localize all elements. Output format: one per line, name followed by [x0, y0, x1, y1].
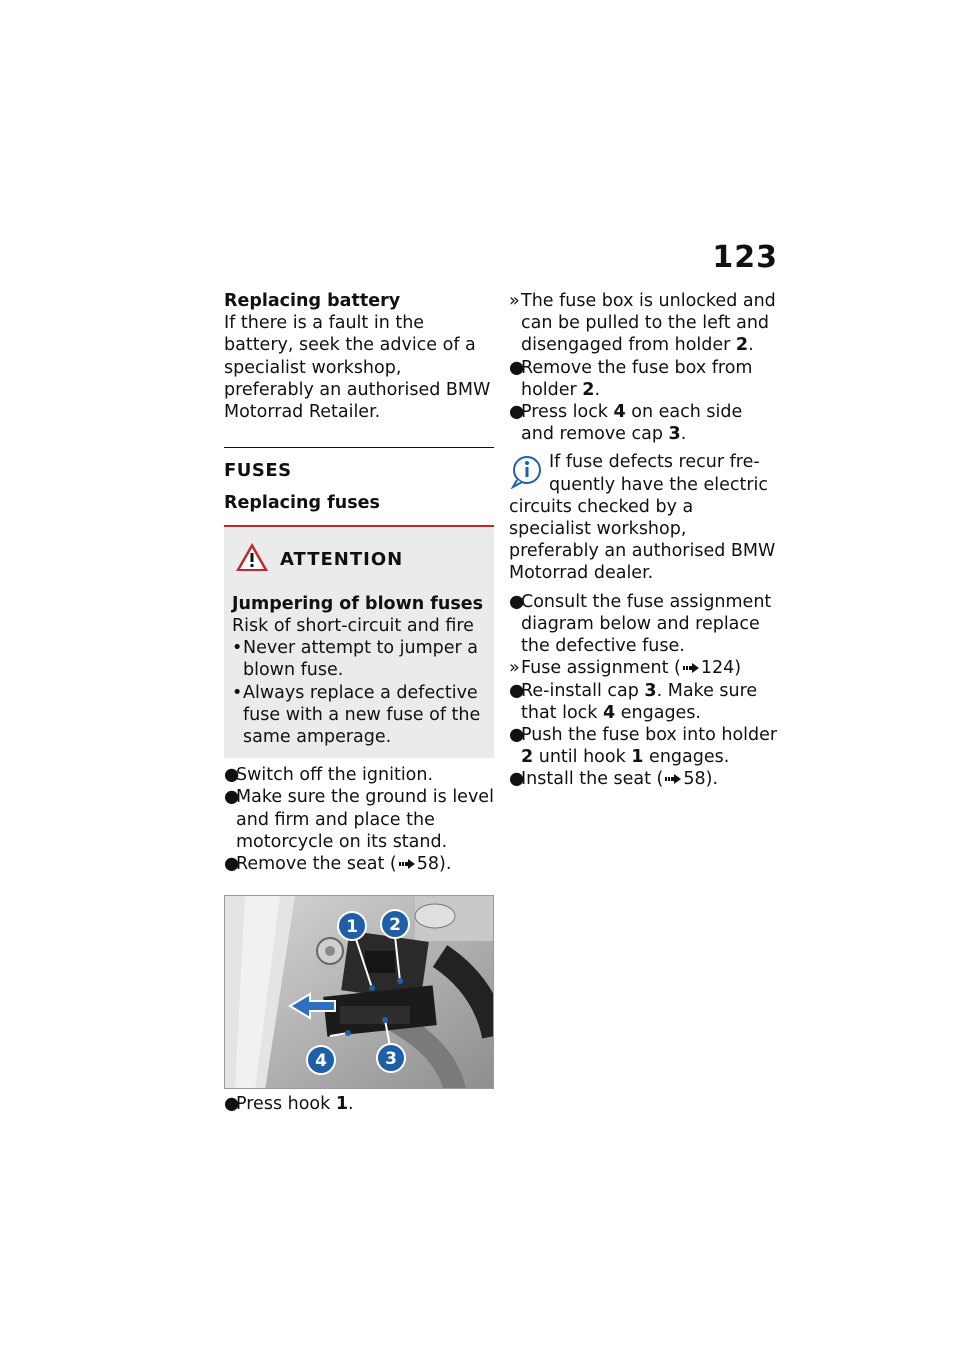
- page-number: 123: [712, 240, 778, 275]
- warning-list: [232, 637, 486, 748]
- page-reference-arrow-icon: [683, 657, 699, 679]
- list-item: ● Press lock 4 on each side and remove cap 3.: [509, 402, 743, 445]
- list-item: ● Consult the fuse assignment diagram below and replace the defective fuse.: [509, 591, 772, 657]
- list-item: ● Push the fuse box into holder 2 until hook 1 engages.: [509, 724, 778, 768]
- right-column: [509, 290, 779, 791]
- list-item: ● Switch off the ignition.: [224, 765, 434, 786]
- page-reference-arrow-icon: [399, 853, 415, 875]
- list-item: ● Re-install cap 3. Make sure that lock 4 engages.: [509, 680, 758, 723]
- callout-4: [307, 1046, 335, 1074]
- fuse-box-photo: [224, 895, 494, 1089]
- left-column: [224, 290, 494, 1116]
- info-icon: [509, 453, 545, 495]
- info-line-1: If fuse defects recur fre-: [549, 452, 760, 473]
- battery-text: If there is a fault in the battery, seek the advice of a specialist workshop, preferably an authorised BMW Motorrad Retailer.: [224, 313, 491, 423]
- callout-2: [381, 910, 409, 938]
- right-steps-b: [509, 591, 779, 791]
- svg-text:3: 3: [385, 1049, 397, 1070]
- warning-header: [234, 541, 486, 579]
- right-steps-a: [509, 290, 779, 445]
- steps-list: [224, 764, 494, 875]
- warning-subtitle: Jumpering of blown fuses: [232, 593, 484, 614]
- info-note: [509, 451, 779, 584]
- list-item: ● Make sure the ground is level and firm and place the motorcycle on its stand.: [224, 787, 494, 852]
- section-title: FUSES: [224, 460, 292, 482]
- info-text: circuits checked by a specialist workshop, preferably an authorised BMW Motorrad dealer.: [509, 496, 776, 584]
- battery-heading: Replacing battery: [224, 291, 401, 311]
- page-reference[interactable]: 124: [700, 658, 735, 679]
- list-item: ● Remove the seat ( 58).: [224, 854, 452, 875]
- page-reference[interactable]: 58: [416, 854, 440, 875]
- list-item: ● Press hook 1.: [224, 1094, 354, 1115]
- svg-text:4: 4: [315, 1051, 327, 1072]
- page-reference-arrow-icon: [665, 768, 681, 790]
- section-divider: [224, 447, 494, 448]
- warning-title: ATTENTION: [280, 548, 404, 570]
- warning-risk: Risk of short-circuit and fire: [232, 616, 474, 637]
- list-item: • Always replace a defective fuse with a new fuse of the same amperage.: [232, 682, 481, 748]
- svg-text:1: 1: [346, 917, 358, 938]
- callout-1: [338, 912, 366, 940]
- list-item: • Never attempt to jumper a blown fuse.: [232, 638, 479, 681]
- callout-3: [377, 1044, 405, 1072]
- page-reference[interactable]: 58: [683, 769, 706, 790]
- svg-text:2: 2: [389, 915, 401, 936]
- warning-box: [224, 527, 494, 759]
- list-item: ● Remove the fuse box from holder 2.: [509, 357, 753, 400]
- fuses-heading: Replacing fuses: [224, 493, 380, 514]
- list-item: ● Install the seat ( 58).: [509, 769, 719, 790]
- reference-item: » Fuse assignment ( 124): [509, 658, 742, 679]
- info-line-2: quently have the electric: [549, 474, 769, 495]
- warning-triangle-icon: [234, 541, 270, 579]
- result-item: » The fuse box is unlocked and can be pulled to the left and disengaged from holder 2.: [509, 291, 776, 356]
- post-figure-steps: [224, 1093, 494, 1115]
